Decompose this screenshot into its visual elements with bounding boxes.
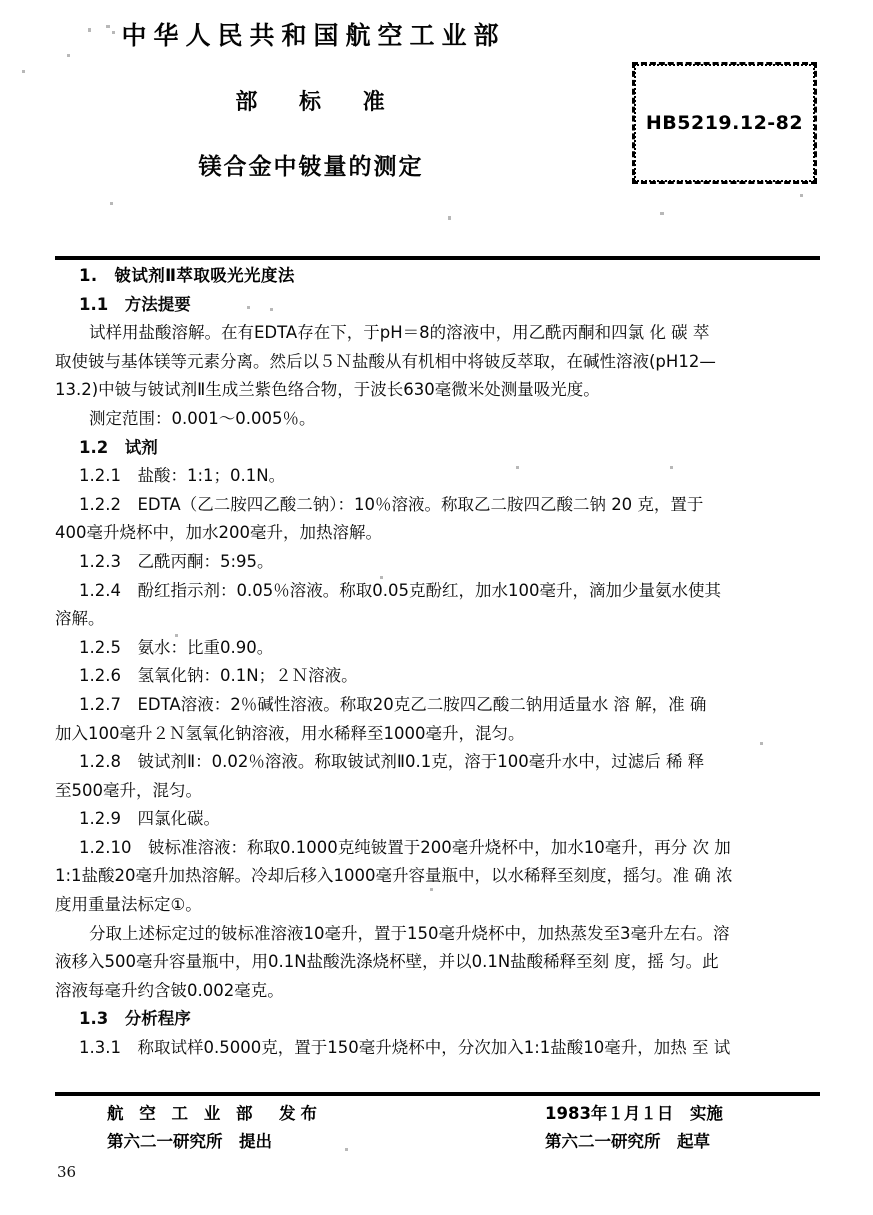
body-line: 1.2.1 盐酸：1:1；0.1N。 (79, 466, 286, 486)
footer-row-issue (55, 1100, 825, 1128)
standard-box-inner (639, 69, 810, 177)
document-title: 镁合金中铍量的测定 (198, 154, 424, 180)
body-line: 至500毫升，混匀。 (55, 780, 202, 800)
body-line: 溶解。 (55, 609, 105, 629)
section-1-heading: 1. 铍试剂Ⅱ萃取吸光光度法 (79, 266, 295, 285)
body-line: 加入100毫升２Ｎ氢氧化钠溶液，用水稀释至1000毫升，混匀。 (55, 723, 525, 743)
body-line: 分取上述标定过的铍标准溶液10毫升，置于150毫升烧杯中，加热蒸发至3毫升左右。溶 (89, 923, 730, 943)
footer-drafter: 第六二一研究所 起草 (545, 1132, 710, 1151)
scan-speckle (660, 212, 664, 215)
scan-speckle (67, 54, 70, 57)
footer-proposer: 第六二一研究所 提出 (107, 1132, 272, 1151)
body-line: 1.2.2 EDTA（乙二胺四乙酸二钠）：10％溶液。称取乙二胺四乙酸二钠 20 克，置于 (79, 494, 704, 514)
body-line-list (55, 291, 825, 1063)
body-line: 1.2.7 EDTA溶液：2％碱性溶液。称取20克乙二胺四乙酸二钠用适量水 溶 解，准 确 (79, 694, 707, 714)
body-line: 1.2.6 氢氧化钠：0.1N；２Ｎ溶液。 (79, 666, 358, 686)
ministry-title: 中华人民共和国航空工业部 (121, 21, 506, 50)
body-line: 取使铍与基体镁等元素分离。然后以５Ｎ盐酸从有机相中将铍反萃取，在碱性溶液(pH12— (55, 351, 716, 371)
body-line: 400毫升烧杯中，加水200毫升，加热溶解。 (55, 523, 382, 543)
body-line: 1.2.5 氨水：比重0.90。 (79, 637, 274, 657)
footer-issuer: 航 空 工 业 部 发布 (107, 1104, 322, 1123)
footer-effective-date: 1983年１月１日 实施 (545, 1104, 723, 1123)
body-line: 1.2.10 铍标准溶液：称取0.1000克纯铍置于200毫升烧杯中，加水10毫升，再分 次 加 (79, 837, 731, 857)
body-line: 1.2.3 乙酰丙酮：5:95。 (79, 551, 274, 571)
standard-number: HB5219.12-82 (645, 112, 804, 134)
standard-number-box (632, 62, 817, 184)
body-line: 1.2.4 酚红指示剂：0.05％溶液。称取0.05克酚红，加水100毫升，滴加少量氨水使其 (79, 580, 721, 600)
body-line: 1.2.9 四氯化碳。 (79, 809, 220, 829)
body-line: 液移入500毫升容量瓶中，用0.1N盐酸洗涤烧杯壁，并以0.1N盐酸稀释至刻 度，摇 匀。此 (55, 952, 719, 972)
body-line: 1.3.1 称取试样0.5000克，置于150毫升烧杯中，分次加入1:1盐酸10毫升，加热 至 试 (79, 1038, 731, 1058)
footer-divider-rule (55, 1092, 820, 1096)
body-line: 试样用盐酸溶解。在有EDTA存在下，于pH＝8的溶液中，用乙酰丙酮和四氯 化 碳 萃 (89, 323, 710, 343)
page-number: 36 (57, 1163, 77, 1181)
scan-speckle (22, 70, 25, 73)
footer-row-org (55, 1128, 825, 1156)
scan-speckle (110, 202, 113, 205)
scan-speckle (800, 194, 803, 197)
body-line: 1:1盐酸20毫升加热溶解。冷却后移入1000毫升容量瓶中，以水稀释至刻度，摇匀。准 确 浓 (55, 866, 733, 886)
scan-speckle (448, 216, 451, 220)
document-footer (55, 1100, 825, 1160)
body-line: 度用重量法标定①。 (55, 895, 202, 915)
header-divider-rule (55, 256, 820, 260)
document-body (55, 262, 825, 1063)
body-subheading: 1.1 方法提要 (79, 294, 191, 314)
body-line: 溶液每毫升约含铍0.002毫克。 (55, 980, 284, 1000)
body-line: 1.2.8 铍试剂Ⅱ：0.02％溶液。称取铍试剂Ⅱ0.1克，溶于100毫升水中，过滤后 稀 释 (79, 752, 705, 772)
body-subheading: 1.2 试剂 (79, 437, 158, 457)
body-line: 测定范围：0.001～0.005％。 (89, 408, 316, 428)
body-line: 13.2)中铍与铍试剂Ⅱ生成兰紫色络合物，于波长630毫微米处测量吸光度。 (55, 380, 600, 400)
document-kind-label: 部 标 准 (235, 90, 402, 115)
body-subheading: 1.3 分析程序 (79, 1009, 191, 1029)
